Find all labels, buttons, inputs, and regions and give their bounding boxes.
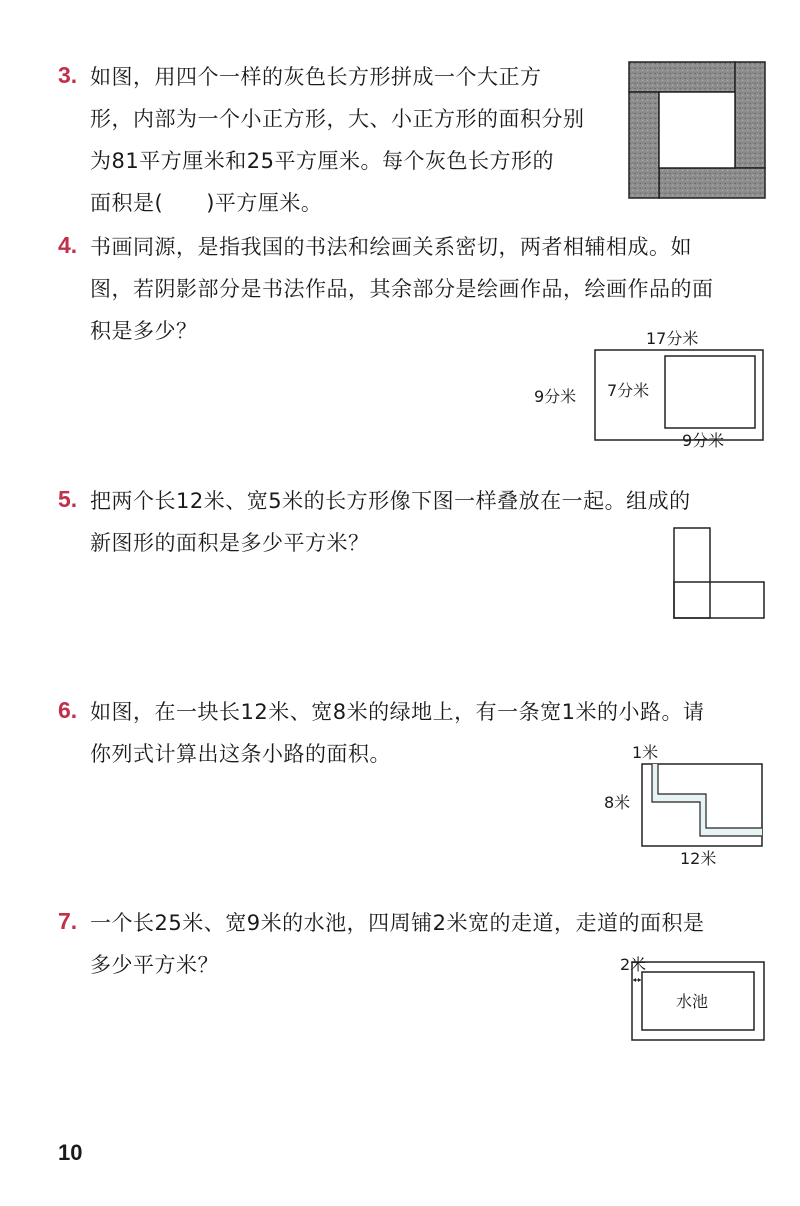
horizontal-rectangle [674,582,764,618]
arrow-head [633,978,636,982]
overlap-figure [672,526,768,622]
label-left: 8米 [604,793,631,812]
arrow-head [638,978,641,982]
label-width: 2米 [620,955,647,974]
inner-rectangle [665,356,755,428]
painting-figure [530,322,770,452]
problem-text-line: 图，若阴影部分是书法作品，其余部分是绘画作品，绘画作品的面 [90,277,714,301]
road [652,764,762,836]
problem-text-line: 如图，用四个一样的灰色长方形拼成一个大正方 [90,65,542,89]
pool-label: 水池 [676,992,709,1011]
problem-text-line: 新图形的面积是多少平方米？ [90,531,370,555]
square-figure [629,62,765,198]
problem-number: 5. [58,486,78,512]
problem-number: 6. [58,697,78,723]
gray-rectangle [629,92,659,198]
label-inner-left: 7分米 [607,381,650,400]
label-top: 17分米 [646,329,699,348]
gray-rectangle [629,62,735,92]
path-figure [604,738,774,870]
pool-figure [618,950,770,1044]
label-bottom: 9分米 [682,431,725,450]
label-bottom: 12米 [680,849,717,868]
inner-square [659,92,735,168]
label-top: 1米 [632,743,659,762]
problem-text-line: 你列式计算出这条小路的面积。 [90,742,391,766]
problem-number: 7. [58,908,78,934]
gray-rectangle [659,168,765,198]
problem-text-line: 面积是( )平方厘米。 [90,191,323,215]
problem-text-line: 积是多少？ [90,319,198,343]
label-left: 9分米 [534,387,577,406]
problem-number: 4. [58,232,78,258]
problem-text-line: 如图，在一块长12米、宽8米的绿地上，有一条宽1米的小路。请 [90,700,705,724]
vertical-rectangle [674,528,710,618]
page-number: 10 [58,1140,83,1165]
problem-number: 3. [58,62,78,88]
problem-text-line: 形，内部为一个小正方形，大、小正方形的面积分别 [90,107,585,131]
gray-rectangle [735,62,765,168]
problem-text-line: 把两个长12米、宽5米的长方形像下图一样叠放在一起。组成的 [90,489,691,513]
problem-text-line: 一个长25米、宽9米的水池，四周铺2米宽的走道，走道的面积是 [90,911,705,935]
problem-text-line: 为81平方厘米和25平方厘米。每个灰色长方形的 [90,149,554,173]
problem-text-line: 书画同源，是指我国的书法和绘画关系密切，两者相辅相成。如 [90,235,692,259]
problem-text-line: 多少平方米？ [90,953,219,977]
